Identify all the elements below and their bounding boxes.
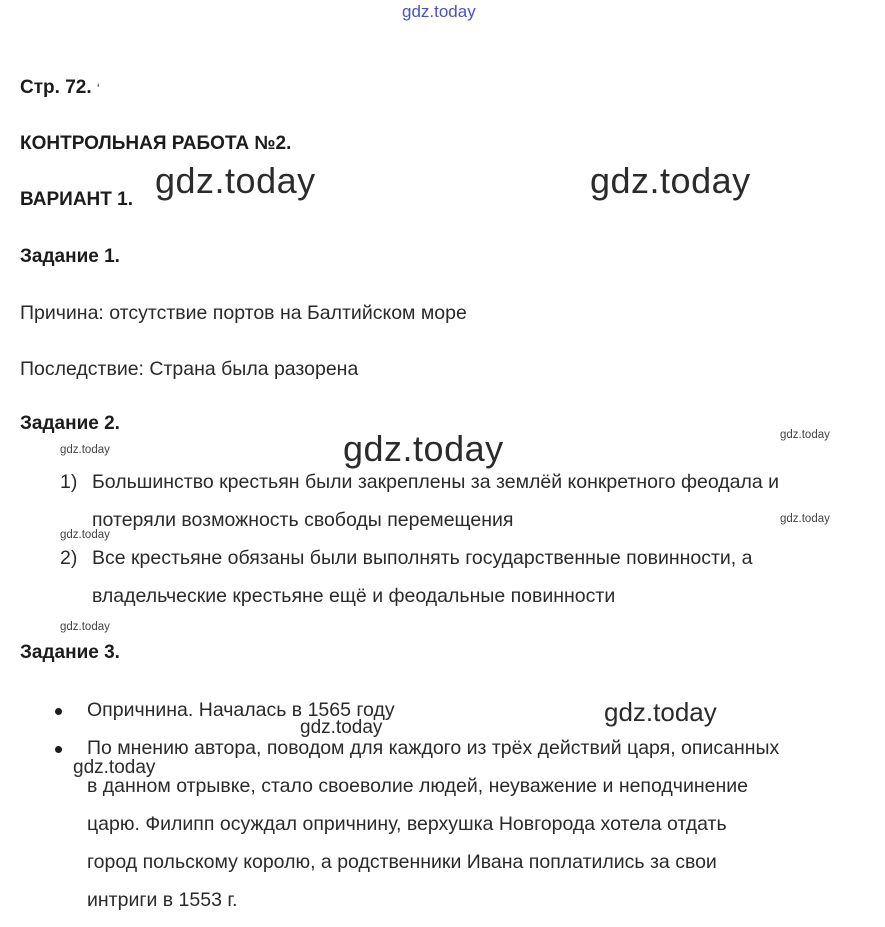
task1-heading: Задание 1. — [20, 246, 120, 267]
bullet-line: По мнению автора, поводом для каждого из трёх действий царя, описанных — [87, 737, 780, 759]
list-number: 1) — [60, 471, 78, 493]
task1-cause: Причина: отсутствие портов на Балтийском море — [20, 302, 467, 324]
list-item-line: владельческие крестьяне ещё и феодальные повинности — [92, 585, 616, 607]
bullet-line: в данном отрывке, стало своеволие людей, неуважение и неподчинение — [87, 775, 748, 797]
watermark-big: gdz.today — [590, 160, 751, 201]
task1-consequence: Последствие: Страна была разорена — [20, 358, 359, 380]
page-reference-text: Стр. 72. — [20, 77, 92, 98]
bullet-line: интриги в 1553 г. — [87, 889, 238, 911]
list-item-line: Все крестьяне обязаны были выполнять государственные повинности, а — [92, 547, 753, 569]
page-reference — [20, 77, 100, 99]
watermark-small: gdz.today — [780, 513, 830, 525]
watermark-small: gdz.today — [73, 757, 156, 778]
bullet-line: царю. Филипп осуждал опричнину, верхушка Новгорода хотела отдать — [87, 813, 727, 835]
watermark-mid: gdz.today — [604, 697, 717, 727]
task2-heading: Задание 2. — [20, 413, 120, 434]
bullet-line: город польскому королю, а родственники Ивана поплатились за свои — [87, 851, 717, 873]
watermark-small: gdz.today — [300, 717, 383, 738]
variant-label: ВАРИАНТ 1. — [20, 189, 133, 210]
watermark-top: gdz.today — [402, 2, 476, 21]
bullet-icon — [55, 746, 62, 753]
bullet-line: Опричнина. Началась в 1565 году — [87, 699, 395, 721]
document-title: КОНТРОЛЬНАЯ РАБОТА №2. — [20, 133, 292, 154]
watermark-small: gdz.today — [60, 529, 110, 541]
watermark-big: gdz.today — [343, 428, 504, 469]
watermark-small: gdz.today — [60, 621, 110, 633]
watermark-small: gdz.today — [60, 444, 110, 456]
list-number: 2) — [60, 547, 78, 569]
watermark-small: gdz.today — [780, 429, 830, 441]
list-item-line: потеряли возможность свободы перемещения — [92, 509, 514, 531]
list-item-line: Большинство крестьян были закреплены за землёй конкретного феодала и — [92, 471, 780, 493]
bullet-icon — [55, 708, 62, 715]
watermark-big: gdz.today — [155, 160, 316, 201]
tick-mark: ʻ — [96, 81, 100, 96]
task3-heading: Задание 3. — [20, 642, 120, 663]
